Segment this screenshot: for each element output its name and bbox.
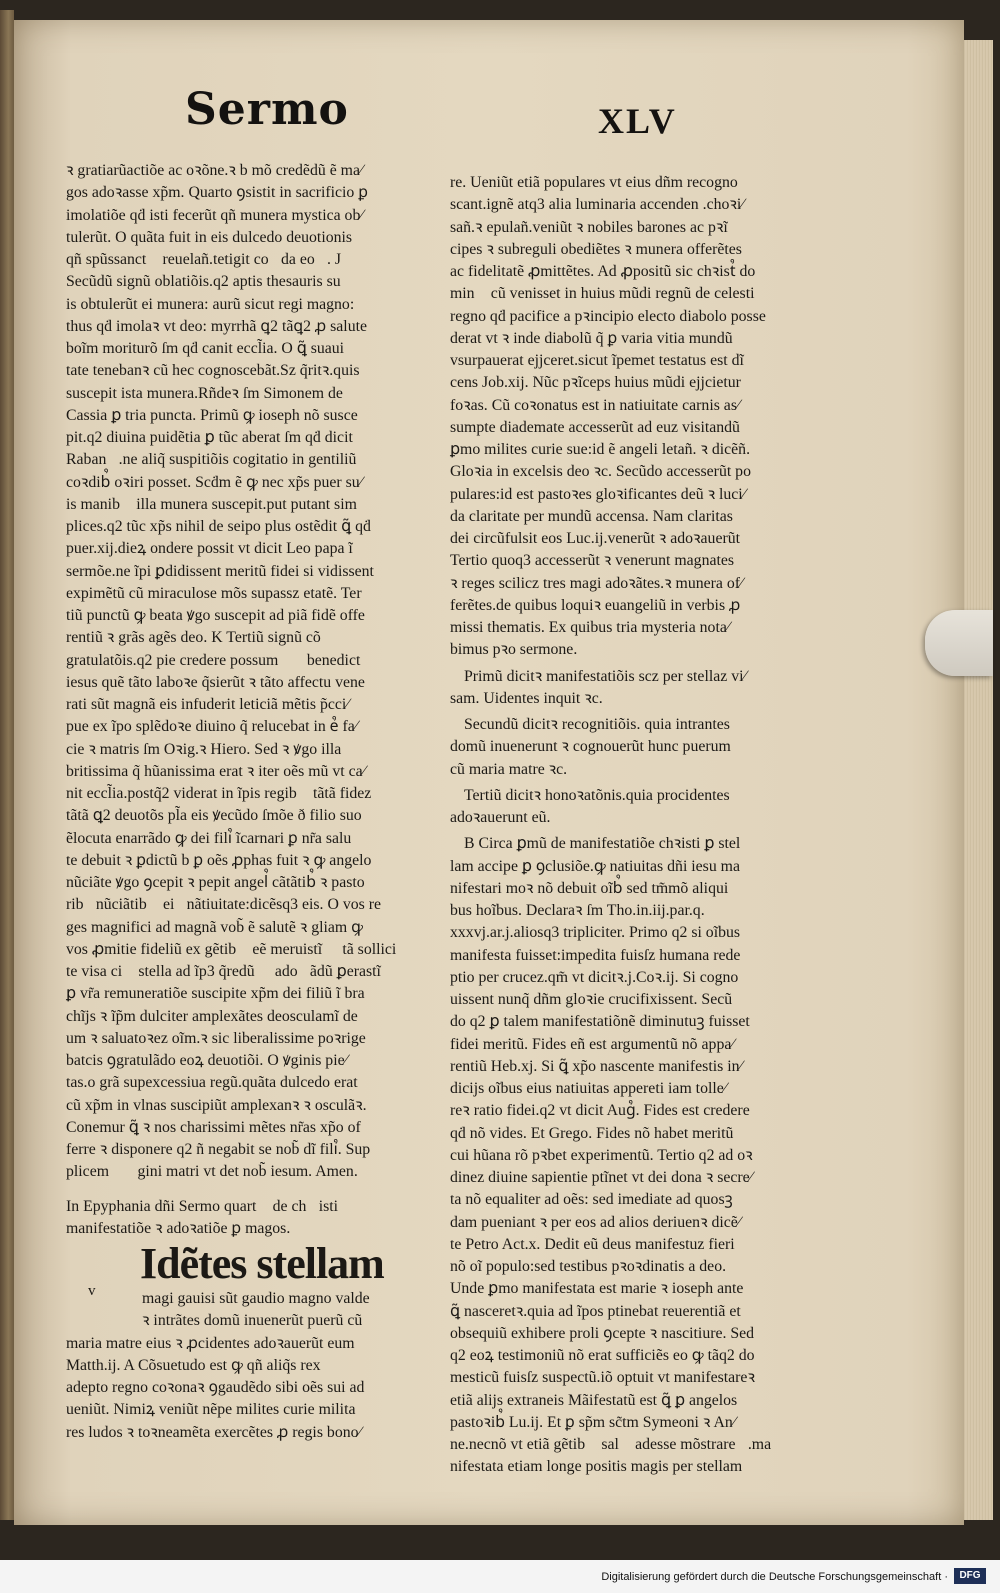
text-line: regno qḋ pacifice a pꝛincipio electo diabolo posse xyxy=(450,307,766,325)
text-line: ꝑ vr̃a remuneratiõe suscipite xp̃m dei filiũ ĩ bra xyxy=(66,985,365,1003)
text-line: te debuit ꝛ ꝑdictũ b ꝑ oẽs ꝓphas fuit ꝛ ꝙ angelo xyxy=(66,851,372,869)
text-line: boĩm moriturõ ſm qḋ canit eccl̃ia. O ꝗ̃ suaui xyxy=(66,340,345,357)
text-line: min᷒ cũ venisset in huius mũdi regnũ de celesti xyxy=(450,285,755,303)
text-line: foꝛas. Cũ coꝛonatus est in natiuitate carnis as∕ xyxy=(450,396,740,414)
text-line: cens Job.xij. Nũc pꝛĩceps huius mũdi ejjcietur xyxy=(450,374,741,392)
text-line: etiã alijs extraneis Mãifestatũ est ꝗ̃ ꝑ angelos xyxy=(450,1391,738,1409)
text-line: ferre ꝛ disponere q2 ñ negabit se nob̃ dĩ fili᷒. Sup xyxy=(66,1141,371,1158)
text-line: ꝑmo milites curie sue:id ẽ angeli letañ. ꝛ dicẽñ. xyxy=(450,441,751,458)
folio-number: XLV xyxy=(598,101,677,141)
text-line: dam pueniant ꝛ per eos ad alios deriuenꝛ dicẽ∕ xyxy=(450,1213,741,1231)
text-line: nifestari moꝛ nõ debuit oĩb᷒ sed tm̃mõ aliqui xyxy=(450,879,729,897)
text-line: maria matre eius ꝛ ꝓcidentes adoꝛauerũt eum xyxy=(66,1334,355,1352)
text-line: bimus pꝛo sermone. xyxy=(450,641,578,659)
text-line: cũ maria matre ꝛc. xyxy=(450,760,568,778)
book-spine-edge xyxy=(0,10,14,1520)
text-line: Tertio quoq3 accesserũt ꝛ venerunt magnates xyxy=(450,552,735,570)
text-line: chĩjs ꝛ ĩp̃m dulciter amplexãtes deosculamĩ de xyxy=(66,1007,358,1025)
text-line: nit eccl̃ia.postq̃2 viderat in ĩpis regib᷒ tãtã fidez xyxy=(66,785,372,802)
text-line: te Petro Act.x. Dedit eũ deus manifestuz fieri xyxy=(450,1235,735,1253)
text-line: pit.q2 diuina puidẽtia ꝑ tũc aberat ſm qḋ dicit xyxy=(66,429,353,446)
text-line: iesus quẽ tãto laboꝛe q̃sierũt ꝛ tãto affectu vene xyxy=(66,673,365,691)
text-line: gos adoꝛasse xp̃m. Quarto ꝯsistit in sacrificio ꝑ xyxy=(66,184,368,202)
text-line: britissima q̃ hũanissima erat ꝛ iter oẽs mũ vt ca∕ xyxy=(66,762,366,780)
bookmark-tab xyxy=(925,610,993,676)
text-line: do q2 ꝑ talem manifestatiõnẽ diminutuꝫ fuisset xyxy=(450,1013,750,1031)
text-line: ferẽtes.de quibus loquiꝛ euangeliũ in verbis ꝓ xyxy=(450,596,741,614)
text-line: pue ex ĩpo splẽdoꝛe diuino q̃ relucebat in e᷒ fa∕ xyxy=(66,718,358,736)
text-line: expimẽtũ cũ miraculose mõs supassz etatẽ. Ter xyxy=(66,584,362,602)
text-line: Tertiũ dicitꝛ honoꝛatõnis.quia procidentes xyxy=(464,786,730,804)
text-line: imolatiõe qḋ isti fecerũt qñ munera mystica ob∕ xyxy=(66,206,363,224)
text-line: plicem᷒ ꝟgini matri vt det nob̃ iesum. Amen. xyxy=(66,1163,358,1181)
text-line: is manib᷒ illa munera suscepit.put putant sim xyxy=(66,495,357,513)
text-line: cũ xp̃m in vlnas suscipiũt amplexanꝛ ꝛ osculãꝛ. xyxy=(66,1096,367,1114)
text-line: pulares:id est pastoꝛes gloꝛificantes deũ ꝛ luci∕ xyxy=(450,485,746,503)
text-line: derat vt ꝛ inde diabolũ q̃ ꝑ varia vitia mundũ xyxy=(450,329,733,347)
text-line: ptio per crucez.qm̃ vt dicitꝛ.j.Coꝛ.ij. Si cogno xyxy=(450,968,739,986)
text-line: magi gauisi sũt gaudio magno valde xyxy=(142,1290,370,1307)
text-line: ꝗ̃ nasceretꝛ.quia ad ĩpos ptinebat reuerentiã et xyxy=(450,1302,741,1320)
text-line: tiũ punctũ ꝙ beata ꝟgo suscepit ad piã fidẽ offe xyxy=(66,607,365,624)
text-line: dinez diuine sapientie ptĩnet vt dei dona ꝛ secre∕ xyxy=(450,1169,753,1186)
paragraph xyxy=(450,785,800,830)
text-line: vsurpauerat ejjceret.sicut ĩpemet testatus est dĩ xyxy=(450,352,744,369)
text-line: tulerũt. O quãta fuit in eis dulcedo deuotionis xyxy=(66,228,353,246)
paragraph xyxy=(450,714,800,781)
left-column xyxy=(66,160,426,1444)
text-line: cie ꝛ matris ſm Oꝛig.ꝛ Hiero. Sed ꝛ ꝟgo illa xyxy=(66,740,342,758)
text-line: manifestatiõe ꝛ adoꝛatiõe ꝑ magos. xyxy=(66,1219,291,1237)
text-line: Secũdũ signũ oblatiõis.q2 aptis thesauris su xyxy=(66,273,341,291)
text-line: cui hũana rõ pꝛbet experimentũ. Tertio q2 ad oꝛ xyxy=(450,1146,753,1164)
text-line: gratulatõis.q2 pie credere possum᷒ ꝙbenedict᷒ xyxy=(66,651,373,669)
text-line: sam. Uidentes inquit ꝛc. xyxy=(450,689,603,707)
left-column-text xyxy=(66,160,426,1184)
text-line: lam accipe ꝑ ꝯclusiõe.ꝙ natiuitas dñi iesu ma xyxy=(450,857,740,875)
text-line: ꝛ reges scilicz tres magi adoꝛãtes.ꝛ munera of∕ xyxy=(450,574,743,592)
text-line: Unde ꝑmo manifestata est marie ꝛ ioseph ante xyxy=(450,1280,744,1298)
text-line: ac fidelitatẽ ꝓmittẽtes. Ad ꝓpositũ sic chꝛist᷒ do xyxy=(450,263,756,280)
text-line: rentiũ Heb.xj. Si ꝗ̃ xp̃o nascente manifestis in∕ xyxy=(450,1057,743,1075)
text-line: reꝛ ratio fidei.q2 vt dicit Aug᷒. Fides est credere xyxy=(450,1102,750,1120)
text-line: tate tenebanꝛ cũ hec cognoscebãt.Sz q̃ritꝛ.quis xyxy=(66,362,360,380)
text-line: te visa ci᷒ stella ad ĩp3 q̃redũ ꝛ adoꝛãdũ ꝑerastĩ xyxy=(66,963,381,980)
text-line: tas.o grã supexcessiua regũ.quãta dulcedo erat xyxy=(66,1074,358,1092)
text-line: plices.q2 tũc xp̃s nihil de seipo plus ostẽdit ꝗ̃ qḋ xyxy=(66,518,371,535)
text-line: scant.ignẽ atq3 alia luminaria accenden .choꝛi∕ xyxy=(450,196,744,214)
text-line: rib᷒nũciãtib᷒ ei᷒nãtiuitate:dicẽsq3 eis. O vos re xyxy=(66,896,381,914)
text-line: bus hoĩbus. Declaraꝛ ſm Tho.in.iij.par.q. xyxy=(450,902,705,919)
text-line: ueniũt. Nimiꝝ veniũt nẽpe milites curie milita xyxy=(66,1401,356,1419)
text-line: um ꝛ saluatoꝛez oĩm.ꝛ sic liberalissime poꝛrige xyxy=(66,1029,366,1047)
text-line: Raban᷒.ne aliq̃ suspitiõis cogitatio in gentiliũ xyxy=(66,451,357,469)
text-line: qñ spũssanct᷒ reuelañ.tetigit coꝛda eoꝝ. J xyxy=(66,251,342,268)
text-line: thus qḋ imolaꝛ vt deo: myrrhã ꝗ2 tãꝗ2 ꝓ salute xyxy=(66,317,367,335)
text-line: sañ.ꝛ epulañ.veniũt ꝛ nobiles barones ac pꝛĩ xyxy=(450,218,728,236)
text-line: xxxvj.ar.j.aliosq3 tripliciter. Primo q2 si oĩbus xyxy=(450,924,741,942)
text-line: Matth.ij. A Cõsuetudo est ꝙ qñ aliq̃s rex xyxy=(66,1356,321,1374)
text-line: ne.necnõ vt etiã gẽtib᷒ sal᷒ adesse mõstrareꝛ.ma xyxy=(450,1436,772,1453)
paragraph xyxy=(450,833,800,1478)
text-line: Cassia ꝑ tria puncta. Primũ ꝙ ioseph nõ susce xyxy=(66,406,358,424)
dfg-logo: DFG xyxy=(954,1568,986,1584)
incipit-title: Idẽtes stellam xyxy=(140,1239,384,1288)
text-line: Conemur ꝗ̃ ꝛ nos charissimi mẽtes nr̃as xp̃o of xyxy=(66,1118,361,1136)
text-line: nũciãte ꝟgo ꝯcepit ꝛ pepit angel᷒ cãtãtib᷒ ꝛ pasto xyxy=(66,874,365,891)
text-line: Secundũ dicitꝛ recognitiõis. quia intrantes xyxy=(464,716,730,733)
text-line: suscepit ista munera.Rñdeꝛ ſm Simonem de xyxy=(66,384,343,402)
sermon-opening-text xyxy=(66,1288,426,1444)
text-line: manifesta fuisset:impedita fuisſz humana rede xyxy=(450,946,741,964)
text-line: ges magnifici ad magnã vob̃ ẽ salutẽ ꝛ gliam ꝙ xyxy=(66,918,364,936)
text-line: adoꝛauerunt eũ. xyxy=(450,809,551,826)
text-line: vos ꝓmitie fideliũ ex gẽtib᷒ eẽ meruistĩ ꝛ tã sollici xyxy=(66,940,397,958)
text-line: dei circũfulsit eos Luc.ij.venerũt ꝛ adoꝛauerũt xyxy=(450,530,741,547)
text-line: pastoꝛib᷒ Lu.ij. Et ꝑ sp̃m sc̃tm Symeoni ꝛ An∕ xyxy=(450,1413,736,1431)
text-line: missi thematis. Ex quibus tria mysteria nota∕ xyxy=(450,619,730,636)
text-line: res ludos ꝛ toꝛneamẽta exercẽtes ꝓ regis bono∕ xyxy=(66,1423,362,1441)
text-line: puer.xij.dieꝝ ondere possit vt dicit Leo papa ĩ xyxy=(66,540,353,558)
sermon-heading xyxy=(66,1196,426,1241)
text-line: domũ inuenerunt ꝛ cognouerũt hunc puerum xyxy=(450,738,731,756)
text-line: da claritate per mundũ accensa. Nam claritas xyxy=(450,507,733,525)
text-line: qḋ nõ vides. Et Grego. Fides nõ habet meritũ xyxy=(450,1124,734,1142)
text-line: ꝛ gratiarũactiõe ac oꝛõne.ꝛ b mõ credẽdũ ẽ ma∕ xyxy=(66,162,363,179)
text-line: fidei meritũ. Fides eñ est argumentũ nõ appa∕ xyxy=(450,1035,734,1053)
text-line: rentiũ ꝛ grãs agẽs deo. K Tertiũ signũ cõ xyxy=(66,629,321,647)
text-line: dicijs oĩbus eius natiuitas appereti iam tolle∕ xyxy=(450,1080,727,1097)
text-line: ẽlocuta enarrãdo ꝙ dei fili᷒ ĩcarnari ꝑ nr̃a salu xyxy=(66,829,352,847)
text-line: ꝛ intrãtes domũ inuenerũt puerũ cũ xyxy=(142,1312,363,1330)
right-column xyxy=(450,172,800,1479)
paragraph xyxy=(450,666,800,711)
text-line: cipes ꝛ subreguli obediẽtes ꝛ munera offerẽtes xyxy=(450,240,742,258)
text-line: nõ oĩ populo:sed testibus pꝛoꝛdinatis a deo. xyxy=(450,1258,727,1275)
text-line: adepto regno coꝛonaꝛ ꝯgaudẽdo sibi oẽs sui ad xyxy=(66,1379,365,1396)
text-line: rati sũt magnã eis infuderit leticiã mẽtis p̃cci∕ xyxy=(66,696,349,713)
text-line: sumpte diademate accesserũt ad euz visitandũ xyxy=(450,418,740,436)
text-line: uissent nunq̃ dñm gloꝛie crucifixissent. Secũ xyxy=(450,991,733,1008)
initial-letter: v xyxy=(88,1283,96,1299)
running-head: Sermo xyxy=(185,84,349,135)
digitization-credit: Digitalisierung gefördert durch die Deutsche Forschungsgemeinschaft · xyxy=(601,1571,948,1583)
text-line: sermõe.ne ĩpi ꝑdidissent meritũ fidei si vidissent xyxy=(66,562,374,580)
text-line: B Circa ꝑmũ de manifestatiõe chꝛisti ꝑ stel xyxy=(464,835,741,853)
text-line: In Epyphania dñi Sermo quart᷒ de chꝛisti xyxy=(66,1197,339,1215)
text-line: is obtulerũt ei munera: aurũ sicut regi magno: xyxy=(66,295,355,313)
text-line: batcis ꝯgratulãdo eoꝝ deuotiõi. O ꝟginis pie∕ xyxy=(66,1052,348,1069)
right-column-paragraphs xyxy=(450,666,800,1479)
text-line: obsequiũ exhibere proli ꝯcepte ꝛ nascitiure. Sed xyxy=(450,1324,755,1342)
text-line: q2 eoꝝ testimoniũ nõ erat sufficiẽs eo ꝙ tãq2 do xyxy=(450,1347,755,1364)
text-line: Gloꝛia in excelsis deo ꝛc. Secũdo accesserũt po xyxy=(450,463,751,481)
text-line: Primũ dicitꝛ manifestatiõis scz per stellaz vi∕ xyxy=(464,667,747,685)
right-column-text xyxy=(450,172,800,662)
text-line: mesticũ fuisſz suspectũ.iõ optuit vt manifestareꝛ xyxy=(450,1369,755,1387)
text-line: nifestata etiam longe positis magis per stellam xyxy=(450,1458,743,1476)
page-stack-edge xyxy=(962,40,993,1520)
text-line: coꝛdib᷒ oꝛiri posset. Scḋm ẽ ꝙ nec xp̃s puer su∕ xyxy=(66,473,363,491)
text-line: ta nõ equaliter ad oẽs: sed imediate ad quosꝫ xyxy=(450,1191,733,1209)
text-line: re. Ueniũt etiã populares vt eius dñm recogno xyxy=(450,174,738,191)
text-line: tãtã ꝗ2 deuotõs pl̃a eis ꝟecũdo ſmõe ð filio suo xyxy=(66,807,362,825)
